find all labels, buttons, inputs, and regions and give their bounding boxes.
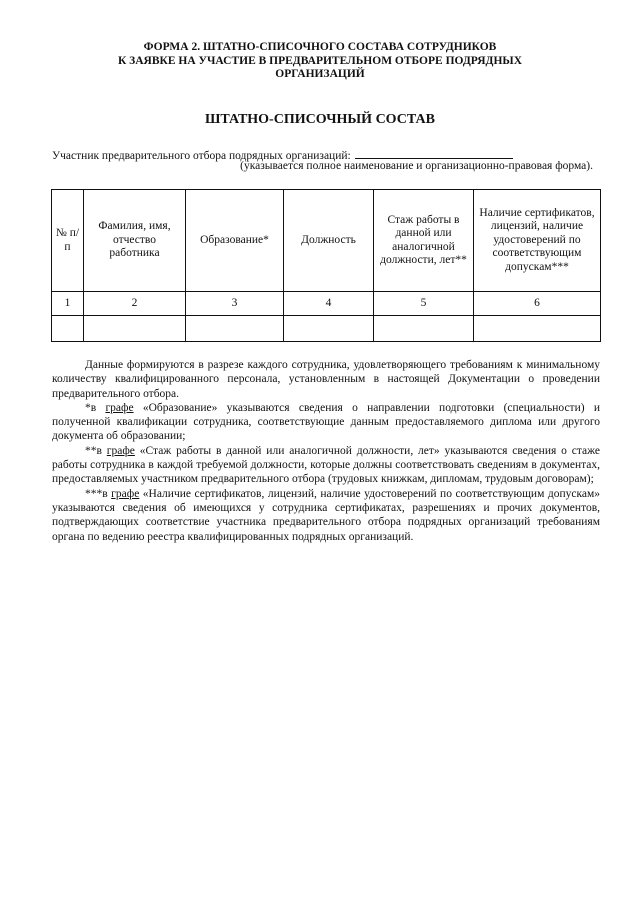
note-link-grafe[interactable]: графе: [105, 401, 134, 414]
number-cell: 1: [52, 292, 84, 316]
table-header-row: [52, 190, 601, 292]
note-paragraph-3: [52, 444, 600, 487]
participant-label: Участник предварительного отбора подрядных организаций:: [52, 150, 351, 162]
form-title: [60, 41, 580, 82]
number-cell: 2: [84, 292, 186, 316]
number-cell: 4: [284, 292, 374, 316]
form-title-line-1: ФОРМА 2. ШТАТНО-СПИСОЧНОГО СОСТАВА СОТРУДНИКОВ: [143, 41, 497, 53]
note-paragraph-1: Данные формируются в разрезе каждого сотрудника, удовлетворяющего требованиям к минимальному количеству квалифицированного персонала, установленным в настоящей Документации о проведении предварительного отбора.: [52, 359, 600, 400]
table-number-row: [52, 292, 601, 316]
header-cell-experience: Стаж работы в данной или аналогичной должности, лет**: [374, 190, 474, 292]
header-cell-name: Фамилия, имя, отчество работника: [84, 190, 186, 292]
note-link-grafe[interactable]: графе: [106, 444, 135, 457]
note-text: «Наличие сертификатов, лицензий, наличие удостоверений по соответствующим допускам» указываются сведения об имеющихся у сотрудника сертификатах, разрешениях и прочих документов, подтверждающих соответствие участника предварительного отбора подрядных организаций требованиям органа по ведению реестра квалифицированных подрядных организаций.: [52, 487, 600, 543]
staff-table: [51, 189, 601, 342]
form-title-line-2: К ЗАЯВКЕ НА УЧАСТИЕ В ПРЕДВАРИТЕЛЬНОМ ОТБОРЕ ПОДРЯДНЫХ: [117, 54, 523, 67]
note-paragraph-2: [52, 401, 600, 444]
empty-cell[interactable]: [374, 316, 474, 342]
note-mark: ***в: [85, 487, 112, 500]
empty-cell[interactable]: [186, 316, 284, 342]
note-text: «Стаж работы в данной или аналогичной должности, лет» указываются сведения о стаже работы сотрудника в каждой требуемой должности, которые должны соответствовать сведениям в документах, предоставляемых участником предварительного отбора (трудовых книжкам, дипломам, трудовым договорам);: [52, 444, 600, 486]
section-title: ШТАТНО-СПИСОЧНЫЙ СОСТАВ: [205, 112, 435, 127]
number-cell: 6: [474, 292, 601, 316]
empty-cell[interactable]: [284, 316, 374, 342]
empty-cell[interactable]: [52, 316, 84, 342]
number-cell: 5: [374, 292, 474, 316]
note-mark: **в: [85, 444, 107, 457]
participant-hint: (указывается полное наименование и организационно-правовая форма).: [240, 160, 593, 172]
empty-cell[interactable]: [474, 316, 601, 342]
note-paragraph-4: [52, 487, 600, 544]
note-mark: *в: [85, 401, 106, 414]
empty-cell[interactable]: [84, 316, 186, 342]
notes-section: [52, 358, 600, 544]
participant-blank-field[interactable]: [355, 147, 513, 159]
note-text: «Образование» указываются сведения о направлении подготовки (специальности) и полученной квалификации сотрудника, соответствующие данным предоставляемого диплома или другого документа об образовании;: [52, 401, 600, 443]
number-cell: 3: [186, 292, 284, 316]
table-empty-row: [52, 316, 601, 342]
header-cell-education: Образование*: [186, 190, 284, 292]
header-cell-position: Должность: [284, 190, 374, 292]
note-link-grafe[interactable]: графе: [111, 487, 140, 500]
header-cell-number: № п/п: [52, 190, 84, 292]
form-title-line-3: ОРГАНИЗАЦИЙ: [275, 68, 365, 80]
header-cell-certificates: Наличие сертификатов, лицензий, наличие удостоверений по соответствующим допускам***: [474, 190, 601, 292]
